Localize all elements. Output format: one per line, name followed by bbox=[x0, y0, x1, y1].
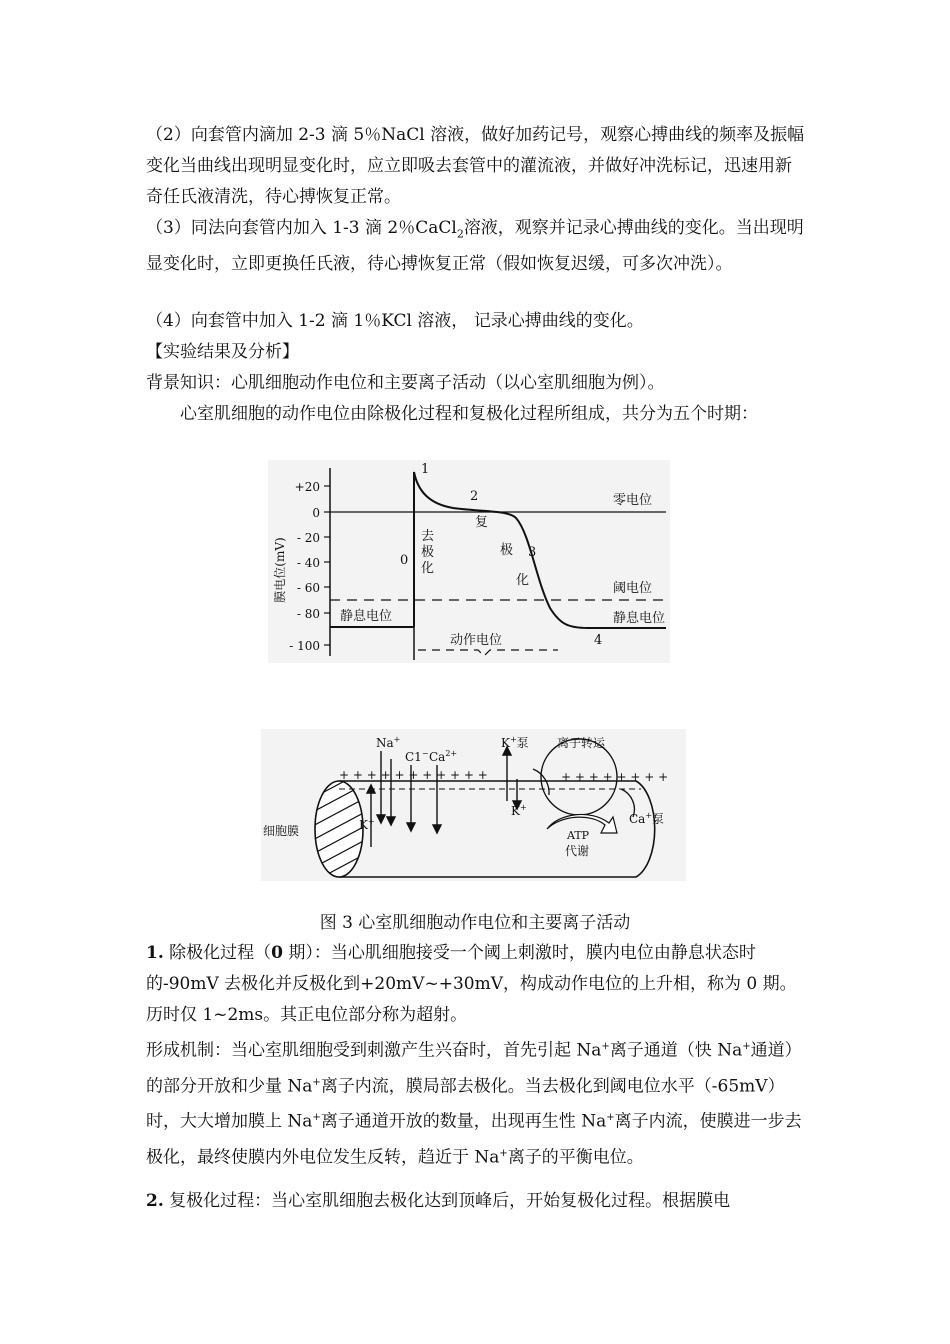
tick-label: - 40 bbox=[296, 556, 320, 570]
ap-label: 动作电位 bbox=[450, 633, 503, 648]
depol-char: 去 bbox=[421, 529, 435, 544]
figure-caption: 图 3 心室肌细胞动作电位和主要离子活动 bbox=[319, 913, 631, 933]
y-axis-label: 膜电位(mV) bbox=[273, 537, 287, 603]
ca-pump-label: Ca+泵 bbox=[629, 811, 665, 826]
depol-char: 极 bbox=[421, 545, 435, 560]
tick-label: 0 bbox=[312, 506, 320, 520]
repol-char: 化 bbox=[516, 573, 530, 588]
na-label: Na+ bbox=[376, 735, 401, 750]
k-label-left: K+ bbox=[359, 817, 375, 832]
paragraph-repolarization: 2. 复极化过程：当心室肌细胞去极化达到顶峰后，开始复极化过程。根据膜电 bbox=[146, 1191, 731, 1211]
cl-label: C1− bbox=[405, 749, 429, 764]
repol-char: 复 bbox=[475, 515, 489, 530]
depol-char: 化 bbox=[421, 561, 435, 576]
repol-char: 极 bbox=[500, 543, 514, 558]
threshold-label: 阈电位 bbox=[613, 581, 653, 596]
tick-label: - 80 bbox=[296, 607, 320, 621]
tick-label: - 20 bbox=[296, 531, 320, 545]
phase-label: 2 bbox=[470, 489, 479, 504]
k-label-bottom: K+ bbox=[511, 803, 527, 818]
membrane-charges-right: + + + + + + + + bbox=[561, 770, 669, 784]
resting-label-left: 静息电位 bbox=[340, 609, 393, 624]
tick-label: - 60 bbox=[296, 581, 320, 595]
zero-potential-label: 零电位 bbox=[613, 493, 653, 508]
phase-label: 1 bbox=[421, 462, 430, 477]
paragraph-step-2: （2）向套管内滴加 2-3 滴 5％NaCl 溶液，做好加药记号，观察心搏曲线的频率及振幅变化当曲线出现明显变化时，应立即吸去套管中的灌流液，并做好冲洗标记，迅速用新奇任氏液清洗，待心搏恢复正常。 bbox=[146, 125, 805, 207]
phase-label: 3 bbox=[528, 545, 537, 560]
phase-label: 0 bbox=[400, 553, 409, 568]
phase-label: 4 bbox=[594, 633, 603, 648]
ion-transport-label: 离子转运 bbox=[557, 736, 606, 750]
tick-label: +20 bbox=[294, 480, 320, 494]
action-potential-diagram bbox=[268, 460, 670, 663]
metabolism-label: 代谢 bbox=[565, 844, 590, 858]
paragraph-step-3: （3）同法向套管内加入 1-3 滴 2％CaCl$_2$溶液，观察并记录心搏曲线的变化。当出现明显变化时，立即更换任氏液，待心搏恢复正常（假如恢复迟缓，可多次冲洗）。 bbox=[146, 218, 804, 275]
membrane-charges: + + + + + + + + + + + bbox=[339, 768, 488, 782]
ap-duration-bracket bbox=[418, 650, 558, 656]
membrane-label: 细胞膜 bbox=[263, 824, 300, 838]
k-pump-label: K+泵 bbox=[501, 735, 529, 750]
atp-label: ATP bbox=[567, 829, 590, 842]
paragraph-mechanism: 形成机制：当心室肌细胞受到刺激产生兴奋时，首先引起 Na+离子通道（快 Na+通道）的部分开放和少量 Na+离子内流，膜局部去极化。当去极化到阈电位水平（-65mV）时，大大增加膜上 Na+离子通道开放的数量，出现再生性 Na+离子内流，使膜进一步去极化，最终使膜内外电位发生反转，趋近于 Na+离子的平衡电位。 bbox=[146, 1040, 802, 1168]
paragraph-depolarization: 1. 除极化过程（0 期）：当心肌细胞接受一个阈上刺激时，膜内电位由静息状态时的-90mV 去极化并反极化到+20mV~+30mV，构成动作电位的上升相，称为 0 期。历时仅 1~2ms。其正电位部分称为超射。 bbox=[146, 943, 797, 1025]
ion-activity-figure bbox=[261, 729, 686, 881]
ca-label: $Ca^{2+}$ bbox=[429, 749, 458, 764]
paragraph-step-4: （4）向套管中加入 1-2 滴 1％KCl 溶液， 记录心搏曲线的变化。 bbox=[146, 311, 644, 331]
tick-label: - 100 bbox=[289, 639, 320, 653]
section-title: 【实验结果及分析】 bbox=[146, 342, 299, 362]
resting-label-right: 静息电位 bbox=[613, 611, 666, 626]
paragraph-intro: 心室肌细胞的动作电位由除极化过程和复极化过程所组成，共分为五个时期： bbox=[180, 404, 758, 424]
action-potential-figure bbox=[268, 460, 670, 663]
paragraph-background: 背景知识：心肌细胞动作电位和主要离子活动（以心室肌细胞为例）。 bbox=[146, 373, 665, 393]
ion-activity-diagram bbox=[261, 729, 686, 881]
